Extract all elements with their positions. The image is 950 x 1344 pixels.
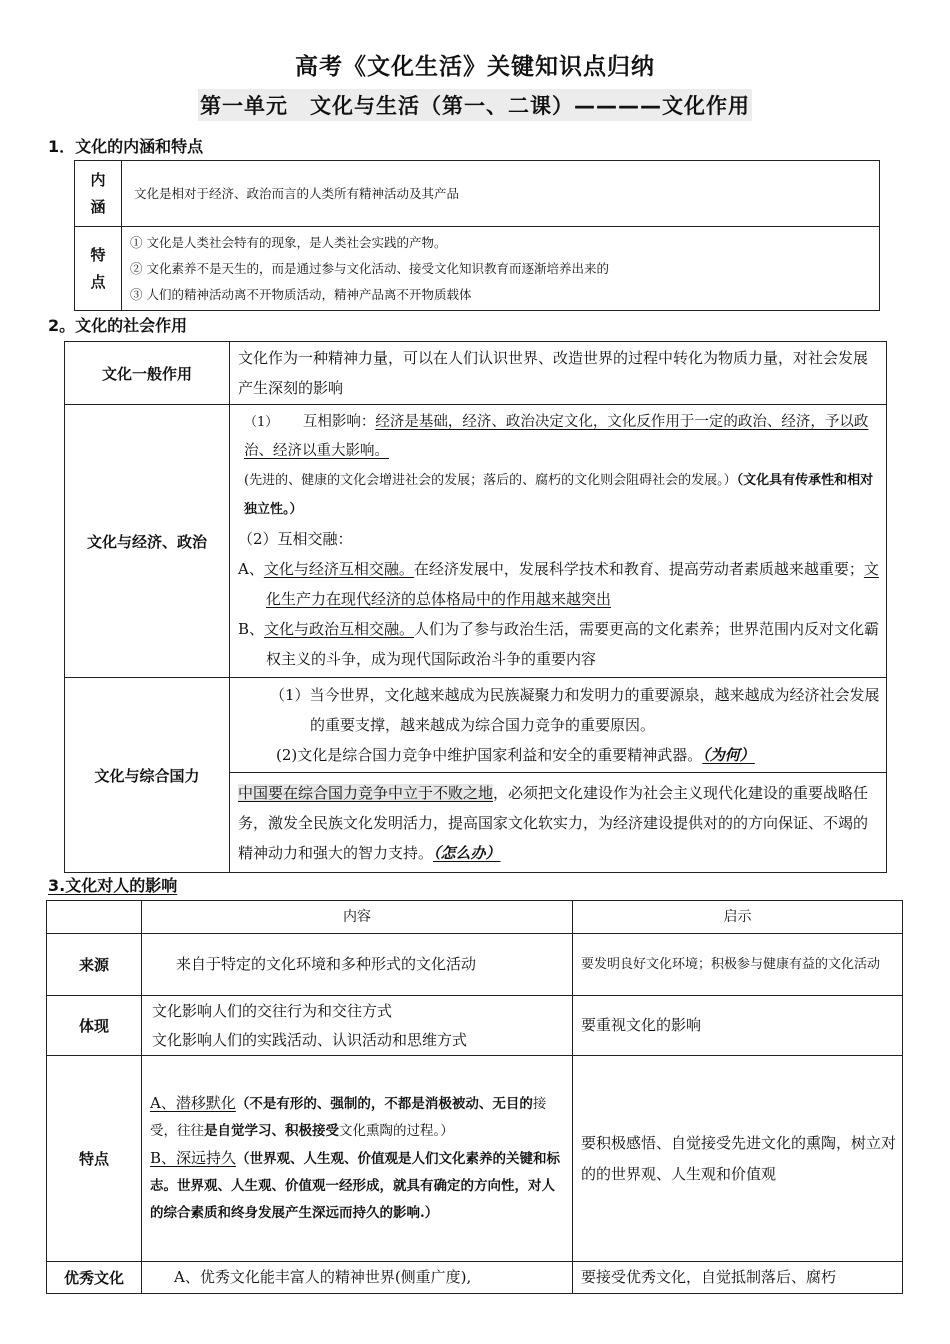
national-power-point-1: （1）当今世界，文化越来越成为民族凝聚力和发明力的重要源泉，越来越成为经济社会发展的重要支撑，越来越成为综合国力竞争的重要原因。 — [270, 686, 880, 734]
excellent-culture-label: 优秀文化 — [47, 1262, 142, 1294]
mutual-influence — [238, 408, 880, 524]
feature-item: ① 文化是人类社会特有的现象，是人类社会实践的产物。 — [130, 234, 447, 250]
characteristics-insight: 要积极感悟、自觉接受先进文化的熏陶，树立对的的世界观、人生观和价值观 — [573, 1056, 903, 1262]
content-column-header: 内容 — [142, 901, 573, 934]
mutual-influence-bold: （文化具有传承性和相对独立性。） — [244, 473, 874, 517]
mutual-influence-note: (先进的、健康的文化会增进社会的发展；落后的、腐朽的文化则会阻碍社会的发展。） — [244, 473, 737, 488]
item-number: （1） — [244, 415, 279, 430]
imperceptible-text: 接受，往往 — [150, 1096, 547, 1139]
manifestation-line: 文化影响人们的实践活动、认识活动和思维方式 — [152, 1030, 468, 1049]
features-row — [75, 227, 880, 311]
manifestation-line: 文化影响人们的交往行为和交往方式 — [152, 1001, 393, 1020]
characteristics-label: 特点 — [47, 1056, 142, 1262]
excellent-culture-insight: 要接受优秀文化，自觉抵制落后、腐朽 — [573, 1262, 903, 1294]
general-role-row — [65, 342, 887, 405]
culture-politics-item — [238, 614, 880, 674]
source-insight: 要发明良好文化环境；积极参与健康有益的文化活动 — [573, 934, 903, 996]
general-role-label: 文化一般作用 — [65, 342, 230, 405]
item-prefix: A、 — [238, 560, 264, 578]
section1-heading: 1．文化的内涵和特点 — [48, 137, 204, 156]
national-power-point-2-text: (2)文化是综合国力竞争中维护国家利益和安全的重要精神武器。 — [276, 746, 703, 764]
features-list — [122, 227, 880, 311]
imperceptible-item — [150, 1090, 564, 1145]
characteristics-content — [142, 1056, 573, 1262]
section1-table — [74, 160, 880, 311]
culture-economy-key: 文化与经济互相交融。 — [263, 560, 414, 578]
section2-table — [64, 341, 887, 873]
general-role-text: 文化作为一种精神力量，可以在人们认识世界、改造世界的过程中转化为物质力量，对社会发展产生深刻的影响 — [230, 342, 887, 405]
economy-politics-label: 文化与经济、政治 — [65, 405, 230, 678]
features-label: 特 点 — [75, 227, 122, 311]
source-content: 来自于特定的文化环境和多种形式的文化活动 — [142, 934, 573, 996]
section3-table — [46, 900, 903, 1294]
manifestation-insight: 要重视文化的影响 — [573, 996, 903, 1056]
feature-item: ② 文化素养不是天生的，而是通过参与文化活动、接受文化知识教育而逐渐培养出来的 — [130, 260, 609, 276]
national-power-label: 文化与综合国力 — [65, 678, 230, 873]
national-power-measures-text: ，必须把文化建设作为社会主义现代化建设的重要战略任务，激发全民族文化发明活力，提高国家文化软实力，为经济建设提供对的的方向保证、不竭的精神动力和强大的智力支持。 — [238, 783, 869, 862]
source-row — [47, 934, 903, 996]
excellent-culture-content: A、优秀文化能丰富人的精神世界(侧重广度), — [142, 1262, 573, 1294]
lasting-bold: （世界观、人生观、价值观是人们文化素养的关键和标志。世界观、人生观、价值观一经形成，就具有确定的方向性，对人的综合素质和终身发展产生深远而持久的影响.） — [150, 1151, 561, 1221]
section3-heading: 3.文化对人的影响 — [48, 876, 178, 895]
culture-politics-text: 人们为了参与政治生活，需要更高的文化素养；世界范围内反对文化霸权主义的斗争，成为现代国际政治斗争的重要内容 — [266, 620, 880, 668]
mutual-influence-lead: 互相影响： — [302, 414, 376, 430]
culture-politics-key: 文化与政治互相交融。 — [264, 620, 415, 638]
national-power-goal: 中国要在综合国力竞争中立于不败之地 — [238, 783, 494, 802]
mutual-influence-key: 经济是基础，经济、政治决定文化，文化反作用于一定的政治、经济，予以政治、经济以重大影响。 — [244, 414, 869, 459]
economy-politics-row — [65, 405, 887, 678]
subtitle-text: 第一单元 文化与生活（第一、二课）————文化作用 — [198, 89, 752, 121]
national-power-point-2 — [238, 740, 880, 770]
national-power-reasons — [230, 678, 887, 773]
why-tag: （为何） — [702, 746, 755, 764]
feature-item: ③ 人们的精神活动离不开物质活动，精神产品离不开物质载体 — [130, 286, 472, 302]
section2-heading: 2。文化的社会作用 — [48, 316, 188, 335]
meaning-text: 文化是相对于经济、政治而言的人类所有精神活动及其产品 — [122, 161, 880, 227]
page-title: 高考《文化生活》关键知识点归纳 — [295, 54, 655, 80]
manifestation-row — [47, 996, 903, 1056]
manifestation-content — [142, 996, 573, 1056]
national-power-measures — [230, 773, 887, 873]
mutual-integration-heading: （2）互相交融： — [238, 530, 353, 548]
header-row — [47, 901, 903, 934]
national-power-row-1 — [65, 678, 887, 773]
meaning-label: 内 涵 — [75, 161, 122, 227]
culture-economy-item — [238, 554, 880, 614]
excellent-culture-row — [47, 1262, 903, 1294]
how-tag: （怎么办） — [433, 843, 501, 862]
culture-productivity-key: 文化生产力在现代经济的总体格局中的作用越来越突出 — [266, 560, 879, 608]
lasting-key: B、深远持久 — [150, 1149, 237, 1167]
insight-column-header: 启示 — [573, 901, 903, 934]
economy-politics-content — [230, 405, 887, 678]
culture-economy-text: 在经济发展中，发展科学技术和教育、提高劳动者素质越来越重要； — [413, 560, 864, 578]
imperceptible-text-2: 文化熏陶的过程。） — [339, 1123, 454, 1139]
characteristics-row — [47, 1056, 903, 1262]
header-empty-cell — [47, 901, 142, 934]
page-subtitle — [0, 89, 950, 121]
lasting-item — [150, 1145, 564, 1227]
imperceptible-bold-2: 是自觉学习、积极接受 — [204, 1123, 339, 1139]
item-prefix: B、 — [238, 620, 265, 638]
imperceptible-key: A、潜移默化 — [150, 1094, 236, 1112]
imperceptible-bold: （不是有形的、强制的，不都是消极被动、无目的 — [235, 1096, 533, 1112]
meaning-row — [75, 161, 880, 227]
source-label: 来源 — [47, 934, 142, 996]
manifestation-label: 体现 — [47, 996, 142, 1056]
